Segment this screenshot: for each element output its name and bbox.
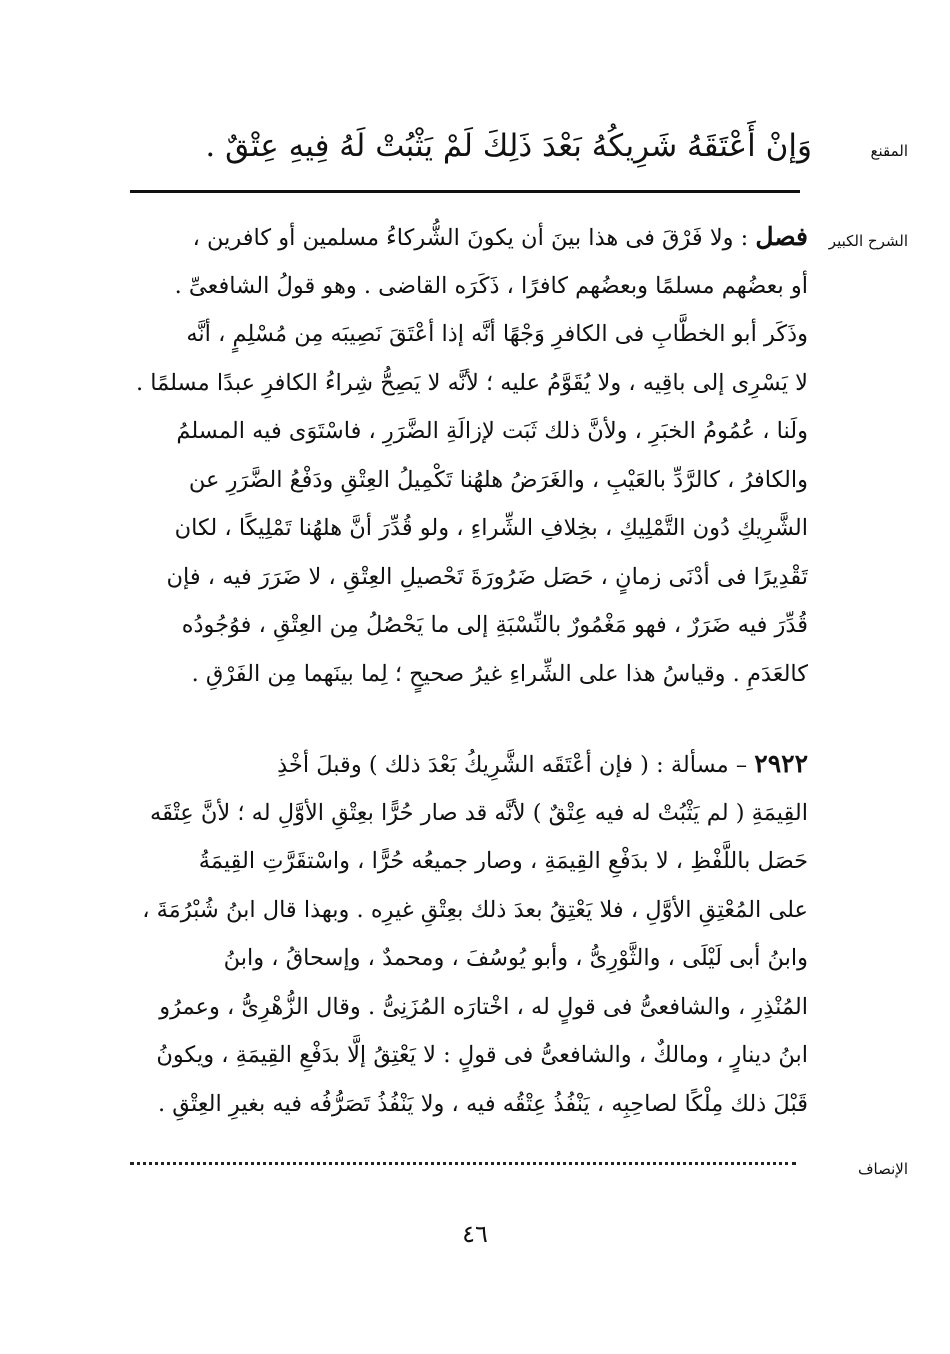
- margin-label-muqni: المقنع: [870, 142, 908, 160]
- text-line: لا يَسْرِى إلى باقِيه ، ولا يُقَوَّمُ عليه ؛ لأنَّه لا يَصِحُّ شِراءُ الكافرِ عبدًا مسلمًا .: [135, 369, 808, 396]
- text-line-content: – مسألة : ( فإن أعْتَقَه الشَّرِيكُ بَعْدَ ذلك ) وقبلَ أخْذِ: [277, 752, 748, 778]
- text-line: ابنُ دينارٍ ، ومالكٌ ، والشافعىُّ فى قولٍ : لا يَعْتِقُ إلَّا بدَفْعِ القِيمَةِ ، ويكونُ: [156, 1042, 808, 1068]
- masala-number: ٢٩٢٢: [754, 749, 808, 778]
- dotted-divider: [130, 1162, 796, 1165]
- text-line: تَقْدِيرًا فى أدْنَى زمانٍ ، حَصَل ضَرُورَةَ تَحْصيلِ العِتْقِ ، لا ضَرَرَ فيه ، فإن: [166, 563, 808, 590]
- text-line: أو بعضُهم مسلمًا وبعضُهم كافرًا ، ذَكَرَه القاضى . وهو قولُ الشافعىِّ .: [174, 272, 808, 299]
- fasl-paragraph: [128, 213, 808, 698]
- text-line: وابنُ أبى لَيْلَى ، والثَّوْرِىُّ ، وأبو يُوسُفَ ، ومحمدٌ ، وإسحاقُ ، وابنُ: [223, 945, 808, 971]
- text-line: الشَّرِيكِ دُون التَّمْلِيكِ ، بخِلافِ الشِّراءِ ، ولو قُدِّرَ أنَّ هلهُنا تَمْلِيكًا ، لكان: [174, 515, 808, 541]
- fasl-heading: فصل: [755, 222, 808, 251]
- text-line: قَبْلَ ذلك مِلْكًا لصاحِبِه ، يَنْفُذُ عِتْقُه فيه ، ولا يَنْفُذُ تَصَرُّفُه فيه بغيرِ العِتْقِ .: [157, 1090, 808, 1117]
- text-line: المُنْذِرِ ، والشافعىُّ فى قولٍ له ، اخْتارَه المُزَنِىُّ . وقال الزُّهْرِىُّ ، وعمرُو: [159, 993, 808, 1020]
- text-line: وذَكَر أبو الخطَّابِ فى الكافرِ وَجْهًا أنَّه إذا أعْتَقَ نَصِيبَه مِن مُسْلِمٍ ، أنَّه: [186, 321, 808, 347]
- text-line-content: : ولا فَرْقَ فى هذا بينَ أن يكونَ الشُّركاءُ مسلمين أو كافرين ،: [192, 225, 749, 251]
- text-line: حَصَل باللَّفْظِ ، لا بدَفْعِ القِيمَةِ ، وصار جميعُه حُرًّا ، واسْتقَرَّتِ القِيمَةُ: [198, 848, 808, 874]
- text-line: [128, 213, 808, 262]
- text-line: على المُعْتِقِ الأوَّلِ ، فلا يَعْتِقُ بعدَ ذلك بعِتْقِ غيرِه . وبهذا قال ابنُ شُبْرُمَةَ ،: [142, 896, 808, 923]
- page-number: ٤٦: [462, 1220, 488, 1248]
- muqni-text: وَإنْ أَعْتَقَهُ شَرِيكُهُ بَعْدَ ذَلِكَ لَمْ يَثْبُتْ لَهُ فِيهِ عِتْقٌ .: [205, 128, 812, 164]
- section-divider: [130, 190, 800, 193]
- margin-label-insaf: الإنصاف: [857, 1160, 908, 1178]
- margin-label-sharh: الشرح الكبير: [828, 232, 908, 250]
- text-line: كالعَدَمِ . وقياسُ هذا على الشِّراءِ غيرُ صحيحٍ ؛ لِما بينَهما مِن الفَرْقِ .: [191, 660, 808, 687]
- masala-paragraph: [128, 740, 808, 1128]
- text-line: [128, 740, 808, 789]
- text-line: القِيمَةِ ( لم يَثْبُتْ له فيه عِتْقٌ ) لأنَّه قد صار حُرًّا بعِتْقِ الأوَّلِ له ؛ لأنَّ عِتْقَه: [150, 799, 808, 826]
- text-line: والكافرُ ، كالرَّدِّ بالعَيْبِ ، والغَرَضُ هلهُنا تَكْمِيلُ العِتْقِ ودَفْعُ الضَّرَرِ عن: [188, 466, 808, 493]
- text-line: قُدِّرَ فيه ضَرَرٌ ، فهو مَغْمُورٌ بالنِّسْبَةِ إلى ما يَحْصُلُ مِن العِتْقِ ، فوُجُودُه: [181, 612, 808, 638]
- text-line: ولَنا ، عُمُومُ الخبَرِ ، ولأنَّ ذلك ثَبَت لإزالَةِ الضَّرَرِ ، فاسْتَوَى فيه المسلمُ: [176, 418, 808, 444]
